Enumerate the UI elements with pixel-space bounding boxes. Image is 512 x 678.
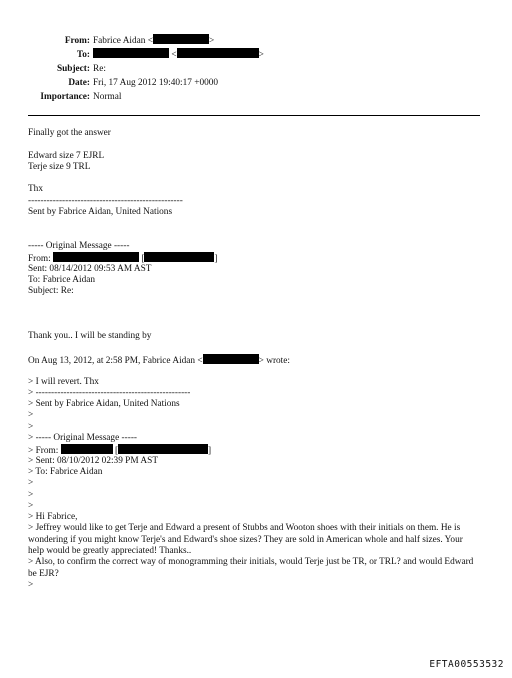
redaction-box bbox=[61, 444, 113, 454]
to-label: To: bbox=[76, 50, 90, 60]
header-to: To: < > bbox=[0, 48, 264, 62]
quoted-line: > Hi Fabrice, bbox=[28, 512, 78, 523]
from-label: From: bbox=[64, 36, 90, 46]
body-line: Edward size 7 EJRL bbox=[28, 150, 105, 161]
quoted-line: > I will revert. Thx bbox=[28, 376, 99, 387]
redaction-box bbox=[118, 444, 208, 454]
from-value: Fabrice Aidan < bbox=[93, 36, 153, 46]
redaction-box bbox=[93, 48, 169, 58]
original-message-marker: ----- Original Message ----- bbox=[28, 240, 130, 251]
header-date bbox=[0, 76, 218, 90]
body-line: Thx bbox=[28, 184, 43, 195]
signature: Sent by Fabrice Aidan, United Nations bbox=[28, 207, 173, 218]
redaction-box bbox=[153, 34, 209, 44]
signature-divider: -------------------------------------------------- bbox=[28, 195, 183, 206]
quoted-line: > ----- Original Message ----- bbox=[28, 433, 138, 444]
quoted-line: > bbox=[28, 410, 34, 421]
header-divider bbox=[28, 115, 480, 116]
quoted-line: > bbox=[28, 421, 34, 432]
quoted-paragraph: > Also, to confirm the correct way of monogramming their initials, would Terje just be TR, or TRL? and would Edward be EJR? bbox=[28, 557, 474, 579]
subject-value: Re: bbox=[93, 64, 106, 74]
quoted-paragraph: > Jeffrey would like to get Terje and Edward a present of Stubbs and Wooton shoes with their initials on them. He is wondering if you might know Terje's and Edward's shoe sizes? They are sold in American whole and half sizes. Your help would be greatly appreciated! Thanks.. bbox=[28, 523, 463, 556]
body-line: Finally got the answer bbox=[28, 128, 111, 138]
subject-label: Subject: bbox=[56, 64, 90, 74]
original-subject: Subject: Re: bbox=[28, 286, 74, 297]
quoted-line: > Sent by Fabrice Aidan, United Nations bbox=[28, 399, 180, 410]
quoted-line: > -------------------------------------------------- bbox=[28, 387, 191, 398]
original-from: From: [ ] bbox=[28, 254, 218, 265]
original-to: To: Fabrice Aidan bbox=[28, 274, 95, 285]
body-line: Thank you.. I will be standing by bbox=[28, 331, 152, 342]
importance-label: Importance: bbox=[40, 92, 90, 102]
original-sent: Sent: 08/14/2012 09:53 AM AST bbox=[28, 263, 152, 274]
header-importance bbox=[0, 90, 121, 104]
redaction-box bbox=[203, 354, 259, 364]
message-body bbox=[28, 128, 480, 591]
quoted-line: > To: Fabrice Aidan bbox=[28, 466, 103, 477]
quote-intro: On Aug 13, 2012, at 2:58 PM, Fabrice Aidan < > wrote: bbox=[28, 355, 290, 366]
quoted-line: > bbox=[28, 579, 34, 590]
quoted-line: > bbox=[28, 489, 34, 500]
date-value: Fri, 17 Aug 2012 19:40:17 +0000 bbox=[93, 78, 219, 88]
body-line: Terje size 9 TRL bbox=[28, 161, 91, 172]
redaction-box bbox=[144, 252, 214, 262]
quoted-line: > bbox=[28, 500, 34, 511]
header-subject bbox=[0, 62, 106, 76]
redaction-box bbox=[177, 48, 259, 58]
date-label: Date: bbox=[68, 78, 90, 88]
quoted-line: > Sent: 08/10/2012 02:39 PM AST bbox=[28, 455, 158, 466]
importance-value: Normal bbox=[93, 92, 122, 102]
quoted-line: > From: [ ] bbox=[28, 446, 212, 457]
document-id: EFTA00553532 bbox=[429, 659, 504, 670]
header-from: From: Fabrice Aidan < > bbox=[0, 34, 214, 48]
quoted-line: > bbox=[28, 478, 34, 489]
redaction-box bbox=[53, 252, 139, 262]
